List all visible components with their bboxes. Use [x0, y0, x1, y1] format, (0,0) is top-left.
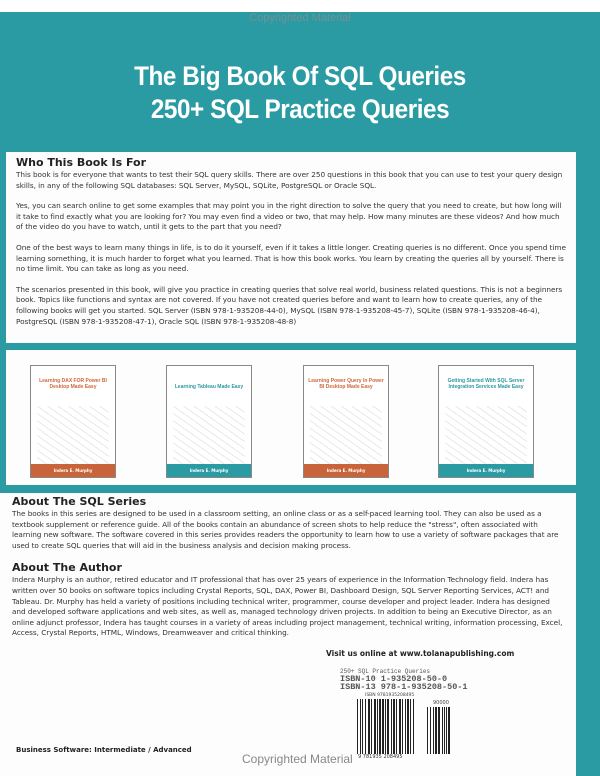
author-text: Indera Murphy is an author, retired educator and IT professional that has over 25 years of experience in the Information Technology field. Indera has written over 50 books on software topics including Crystal Reports, SQL, DAX, Power BI, Dashboard Design, SQL Server Reporting Services, ACT! and Tableau. Dr. Murphy has held a variety of positions including technical writer, programmer, course developer and project leader. Indera has designed and developed software applications and web sites, as well as, managed technology driven projects. In addition to being an Executive Director, as an online adjunct professor, Indera has taught courses in a variety of areas including project management, technical writing, information processing, Excel, Access, Crystal Reports, HTML, Windows, Dreamweaver and critical thinking. — [12, 575, 563, 638]
book-author: Indera E. Murphy — [31, 464, 115, 477]
book-author: Indera E. Murphy — [167, 464, 251, 477]
who-paragraph: Yes, you can search online to get some examples that may point you in the right direction to solve the query that you need to create, but how long will it take to find exactly what you are looking for? You may even find a video or two, that may help. How many minutes are these videos? And how much of the video do you have to watch, until it gets to the part that you need? — [16, 201, 562, 232]
author-heading: About The Author — [12, 561, 122, 575]
sketch-illustration — [310, 406, 382, 464]
watermark-bottom: Copyrighted Material — [242, 752, 353, 766]
title-line-1: The Big Book Of SQL Queries — [134, 61, 466, 91]
isbn-10: ISBN-10 1-935208-50-0 — [340, 674, 448, 684]
who-paragraph: This book is for everyone that wants to test their SQL query skills. There are over 250 questions in this book that you can use to test your query design skills, in any of the following SQL databases: SQL Server, MySQL, SQLite, PostgreSQL or Oracle SQL. — [16, 170, 563, 190]
book-title: Learning DAX FOR Power BI Desktop Made Easy — [39, 378, 107, 390]
level-label: Business Software: Intermediate / Advanced — [16, 746, 192, 754]
isbn-13: ISBN-13 978-1-935208-50-1 — [340, 682, 468, 692]
barcode-price-code: 90000 — [433, 700, 449, 706]
who-heading: Who This Book Is For — [16, 156, 146, 169]
book-title: Learning Tableau Made Easy — [174, 384, 244, 390]
sketch-illustration — [445, 406, 527, 464]
book-author: Indera E. Murphy — [304, 464, 388, 477]
publisher-website: Visit us online at www.tolanapublishing.com — [326, 649, 515, 658]
book-author: Indera E. Murphy — [439, 464, 533, 477]
sketch-illustration — [173, 406, 245, 464]
about-panel — [0, 493, 576, 776]
who-paragraph: One of the best ways to learn many things in life, is to do it yourself, even if it takes a little longer. Creating queries is no different. Once you spend time learning something, it is much harder to forget what you learned. That is how this book works. You learn by creating the queries all by yourself. There is no time limit. You can take as long as you need. — [16, 242, 566, 274]
title-line-2: 250+ SQL Practice Queries — [150, 94, 450, 124]
isbn-block — [340, 668, 468, 691]
book-thumbnail — [166, 365, 252, 478]
barcode-icon — [355, 699, 465, 759]
who-paragraph: The scenarios presented in this book, will give you practice in creating queries that solve real world, business related questions. This is not a beginners book. Topics like functions and syntax are not covered. If you have not created queries before and want to learn how to create queries, any of the following books will get you started. SQL Server (ISBN 978-1-935208-44-0), MySQL (ISBN 978-1-935208-45-7), SQLite (ISBN 978-1-935208-46-4), PostgreSQL (ISBN 978-1-935208-47-1), Oracle SQL (ISBN 978-1-935208-48-8) — [16, 284, 563, 326]
barcode-label: ISBN 9781935208495 — [365, 693, 415, 698]
barcode-digits: 9 781935 208495 — [358, 754, 403, 760]
book-thumbnails-panel — [6, 350, 576, 485]
book-title — [30, 60, 570, 126]
book-thumbnail — [438, 365, 534, 478]
book-thumbnail — [303, 365, 389, 478]
who-this-book-is-for-panel — [6, 152, 576, 343]
book-thumbnail — [30, 365, 116, 478]
isbn-book-title: 250+ SQL Practice Queries — [340, 668, 431, 675]
series-heading: About The SQL Series — [12, 495, 147, 508]
book-title: Learning Power Query In Power BI Desktop Made Easy — [308, 378, 384, 390]
book-title: Getting Started With SQL Server Integration Services Made Easy — [447, 378, 525, 390]
sketch-illustration — [37, 406, 109, 464]
watermark-top: Copyrighted Material — [249, 12, 351, 24]
series-text: The books in this series are designed to be used in a classroom setting, an online class or as a self-paced learning tool. They can also be used as a textbook supplement or reference guide. All of the books contain an abundance of screen shots to help reduce the "stress", often associated with learning new software. The software covered in this series provides readers the opportunity to learn how to use a variety of software packages that are used to create SQL queries that will aid in the business analysis and decision making process. — [12, 509, 559, 550]
